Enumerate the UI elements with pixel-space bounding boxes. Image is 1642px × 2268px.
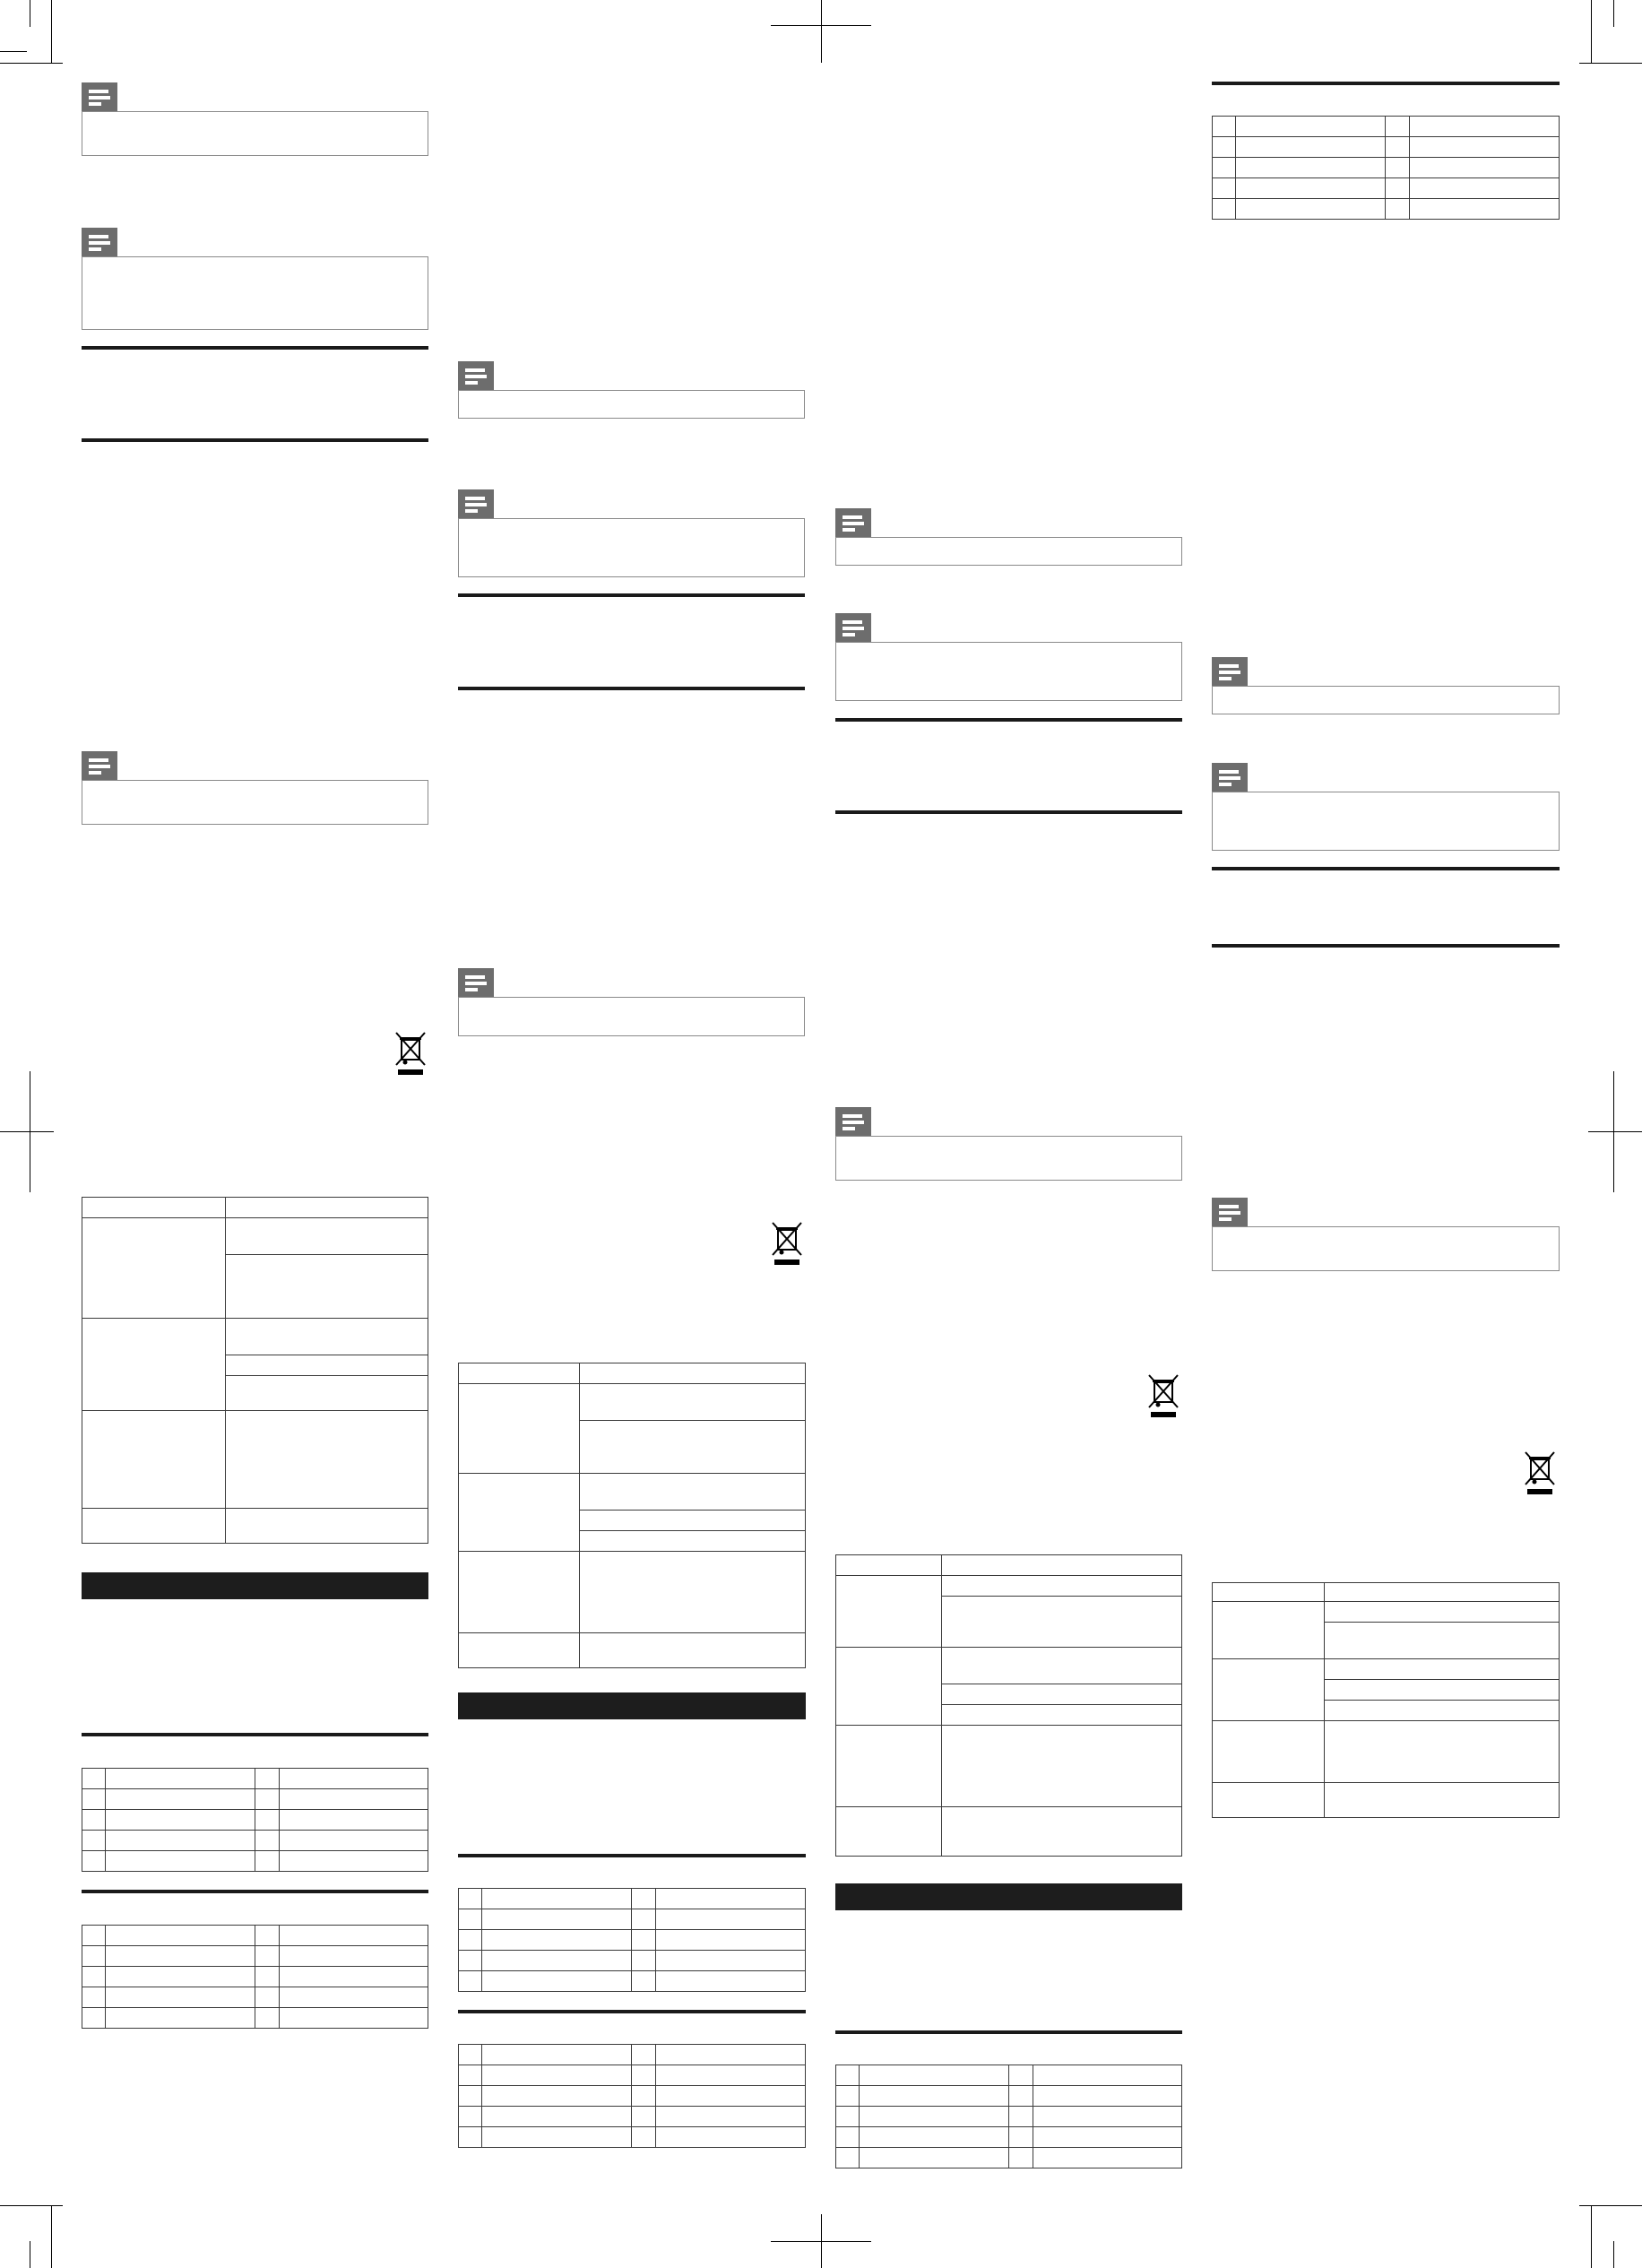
note-box bbox=[835, 1136, 1182, 1181]
crossed-out-wheelie-bin-icon bbox=[1147, 1373, 1180, 1418]
specifications-table bbox=[1212, 1582, 1560, 1818]
note-box bbox=[82, 111, 428, 156]
note-box bbox=[458, 997, 805, 1036]
note-box bbox=[458, 390, 805, 419]
note-icon bbox=[458, 968, 494, 997]
section-rule bbox=[1212, 867, 1560, 870]
specifications-table bbox=[458, 1363, 806, 1668]
note-icon bbox=[82, 82, 117, 111]
section-rule bbox=[82, 1733, 428, 1736]
parts-table bbox=[458, 2044, 806, 2148]
note-icon bbox=[835, 1107, 871, 1136]
section-rule bbox=[82, 346, 428, 350]
note-box bbox=[1212, 1226, 1560, 1271]
parts-table bbox=[1212, 116, 1560, 220]
note-box bbox=[1212, 686, 1560, 714]
crossed-out-wheelie-bin-icon bbox=[1524, 1450, 1556, 1495]
note-icon bbox=[835, 613, 871, 642]
section-header-bar bbox=[458, 1692, 806, 1719]
section-rule bbox=[835, 2030, 1182, 2034]
section-header-bar bbox=[835, 1883, 1182, 1910]
crossed-out-wheelie-bin-icon bbox=[771, 1221, 803, 1266]
section-rule bbox=[82, 438, 428, 442]
note-box bbox=[835, 642, 1182, 701]
note-icon bbox=[1212, 763, 1248, 792]
note-box bbox=[458, 518, 805, 577]
section-rule bbox=[458, 593, 805, 597]
note-icon bbox=[835, 508, 871, 537]
note-box bbox=[835, 537, 1182, 566]
crossed-out-wheelie-bin-icon bbox=[394, 1031, 427, 1076]
note-icon bbox=[82, 751, 117, 780]
section-rule bbox=[835, 718, 1182, 722]
section-rule bbox=[458, 1854, 806, 1857]
note-icon bbox=[82, 228, 117, 256]
note-box bbox=[1212, 792, 1560, 851]
note-icon bbox=[458, 489, 494, 518]
note-box bbox=[82, 780, 428, 825]
section-rule bbox=[458, 687, 805, 690]
parts-table bbox=[82, 1768, 428, 1872]
parts-table bbox=[835, 2065, 1182, 2168]
specifications-table bbox=[82, 1197, 428, 1544]
note-icon bbox=[1212, 657, 1248, 686]
note-box bbox=[82, 256, 428, 330]
note-icon bbox=[458, 361, 494, 390]
section-rule bbox=[1212, 944, 1560, 948]
section-rule bbox=[1212, 82, 1560, 85]
specifications-table bbox=[835, 1554, 1182, 1857]
note-icon bbox=[1212, 1198, 1248, 1226]
parts-table bbox=[82, 1925, 428, 2029]
section-header-bar bbox=[82, 1572, 428, 1599]
section-rule bbox=[82, 1890, 428, 1893]
section-rule bbox=[458, 2010, 806, 2013]
section-rule bbox=[835, 810, 1182, 814]
parts-table bbox=[458, 1888, 806, 1992]
